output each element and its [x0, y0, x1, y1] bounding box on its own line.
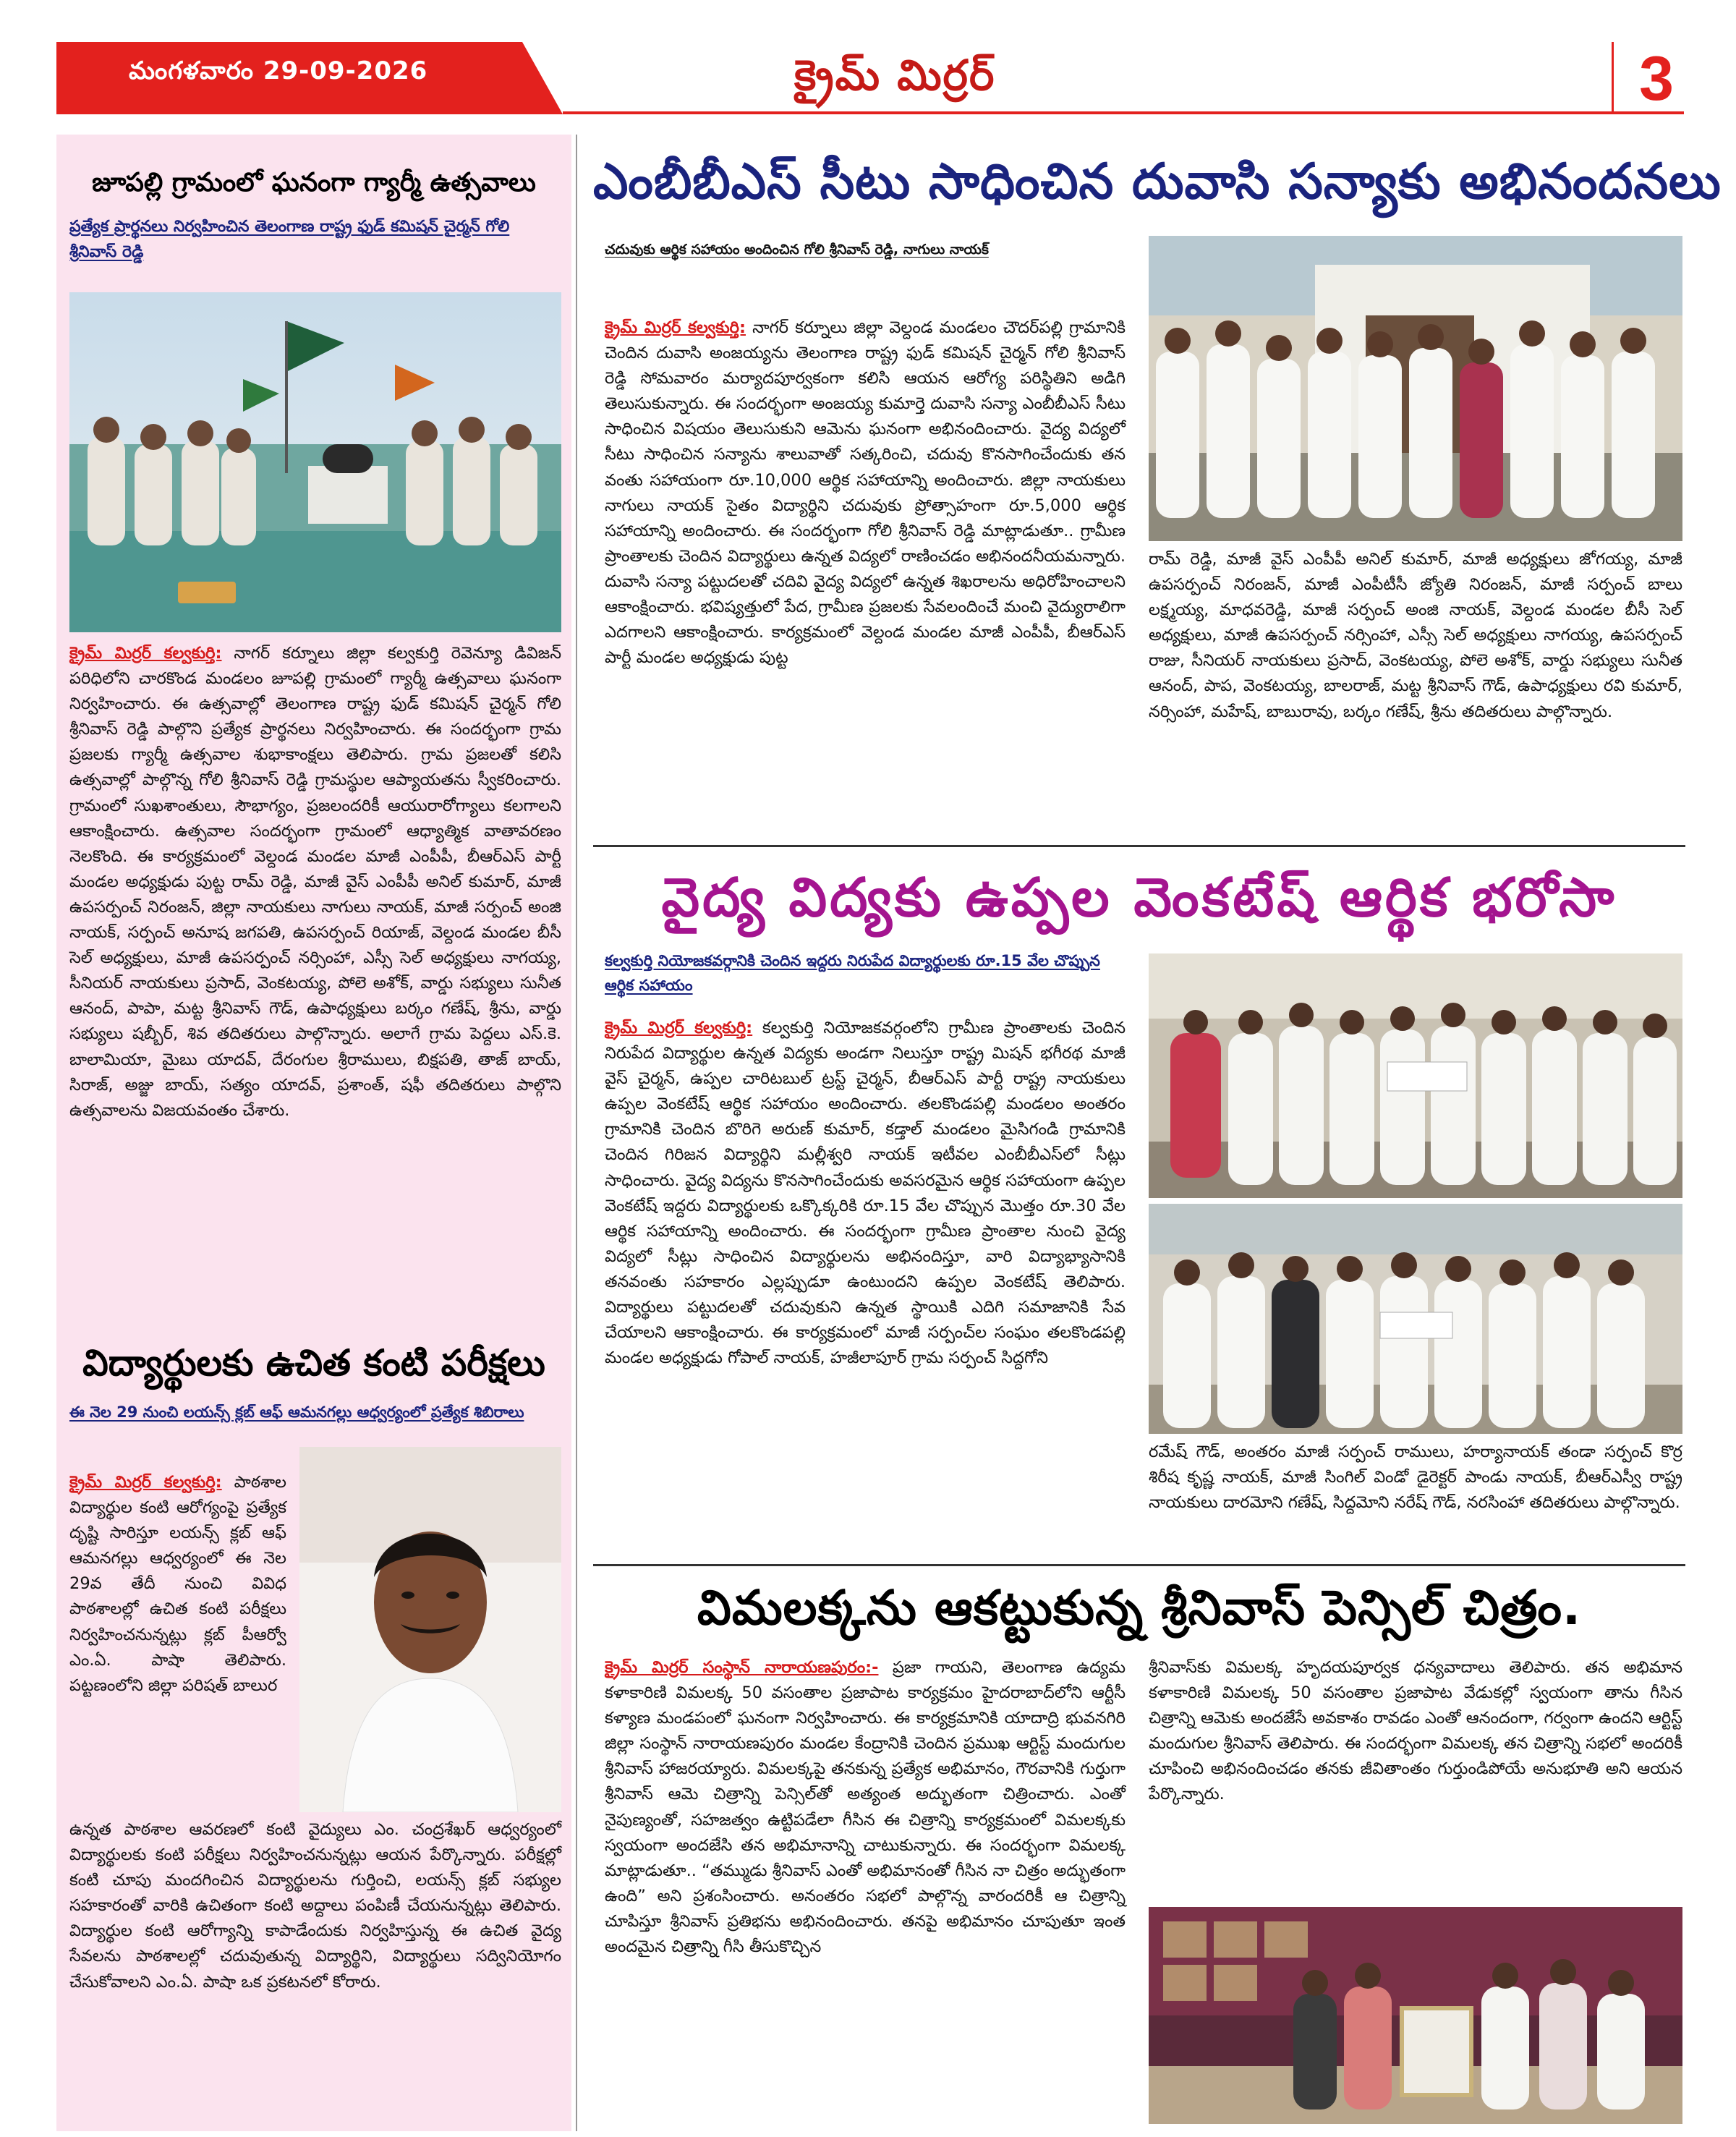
issue-date: మంగళవారం 29-09-2026 [129, 56, 428, 85]
divider-2 [593, 1564, 1685, 1566]
page-number-box [1612, 42, 1684, 114]
festival-photo-illustration [69, 292, 561, 632]
story-vimalakka-headline: విమలక్కను ఆకట్టుకున్న శ్రీనివాస్ పెన్సిల్ చిత్రం. [697, 1580, 1582, 1636]
story-mbbs-body-cont: రామ్ రెడ్డి, మాజీ వైస్ ఎంపీపీ అనిల్ కుమార్, మాజీ అధ్యక్షులు జోగయ్య, మాజీ ఉపసర్పంచ్ నిరంజన్, మాజీ ఎంపీటీసీ జ్యోతి నిరంజన్, మాజీ సర్పంచ్ బాలు లక్ష్మయ్య, మాధవరెడ్డి, మాజీ సర్పంచ్ అంజి నాయక్, వెల్దండ మండల బీసీ సెల్ అధ్యక్షులు, మాజీ ఉపసర్పంచ్ నర్సింహా, ఎస్సీ సెల్ అధ్యక్షులు నాగయ్య, ఉపసర్పంచ్ రాజు, సీనియర్ నాయకులు ప్రసాద్, వెంకటయ్య, పోలె అశోక్, వార్డు సభ్యులు సునీత ఆనంద్, పాప, వెంకటయ్య, బాలరాజ్, మట్ట శ్రీనివాస్ గౌడ్, ఉపాధ్యక్షులు రవి కుమార్, నర్సింహా, మహేష్, బాబురావు, బర్కం గణేష్, శ్రీను తదితరులు పాల్గొన్నారు. [1149, 550, 1682, 721]
story-eye-camp-dateline: క్రైమ్ మిర్రర్ కల్వకుర్తి: [69, 1473, 222, 1492]
divider-1 [593, 845, 1685, 847]
story-vimalakka-dateline: క్రైమ్ మిర్రర్ సంస్థాన్ నారాయణపురం:- [605, 1658, 879, 1677]
portrait-illustration [299, 1447, 561, 1812]
photo-vimalakka-portrait-presentation [1149, 1907, 1682, 2124]
story-uppala-body-cont: రమేష్ గౌడ్, అంతరం మాజీ సర్పంచ్ రాములు, హర్యానాయక్ తండా సర్పంచ్ కొర్ర శిరీష కృష్ణ నాయక్, మాజీ సింగిల్ విండో డైరెక్టర్ పాండు నాయక్, బీఆర్ఎస్వీ రాష్ట్ర నాయకులు దారమోని గణేష్, సిద్దమోని నరేష్ గౌడ్, నరసింహా తదితరులు పాల్గొన్నారు. [1149, 1443, 1682, 1513]
photo-club-pro-portrait [299, 1447, 561, 1812]
page-number: 3 [1639, 44, 1674, 114]
story-uppala-dateline: క్రైమ్ మిర్రర్ కల్వకుర్తి: [605, 1019, 753, 1037]
story-gyarmi-dateline: క్రైమ్ మిర్రర్ కల్వకుర్తి: [69, 644, 222, 663]
story-gyarmi-body [69, 641, 561, 1123]
story-eye-camp-subhead: ఈ నెల 29 నుంచి లయన్స్ క్లబ్ ఆఫ్ ఆమనగల్లు ఆధ్వర్యంలో ప్రత్యేక శిబిరాలు [69, 1403, 524, 1421]
story-eye-camp-body-narrow [69, 1470, 286, 1699]
story-eye-camp-text-narrow: పాఠశాల విద్యార్థుల కంటి ఆరోగ్యంపై ప్రత్యేక దృష్టి సారిస్తూ లయన్స్ క్లబ్ ఆఫ్ ఆమనగల్లు ఆధ్వర్యంలో ఈ నెల 29వ తేదీ నుంచి వివిధ పాఠశాలల్లో ఉచిత కంటి పరీక్షలు నిర్వహించనున్నట్లు క్లబ్ పీఆర్వో ఎం.ఏ. పాషా తెలిపారు. పట్టణంలోని జిల్లా పరిషత్ బాలుర [69, 1473, 287, 1695]
story-uppala-text: కల్వకుర్తి నియోజకవర్గంలోని గ్రామీణ ప్రాంతాలకు చెందిన నిరుపేద విద్యార్థుల ఉన్నత విద్యకు అండగా నిలుస్తూ రాష్ట్ర మిషన్ భగీరథ మాజీ వైస్ చైర్మన్, ఉప్పల చారిటబుల్ ట్రస్ట్ చైర్మన్, బీఆర్ఎస్ పార్టీ రాష్ట్ర నాయకులు ఉప్పల వెంకటేష్ ఆర్థిక సహాయం అందించారు. తలకొండపల్లి మండలం అంతరం గ్రామానికి చెందిన బొరిగె అరుణ్ కుమార్, కడ్తాల్ మండలం మైసిగండి గ్రామానికి చెందిన గిరిజన విద్యార్థిని మల్లీశ్వరి నాయక్ ఇటీవల ఎంబీబీఎస్‌లో సీట్లు సాధించారు. వైద్య విద్యను కొనసాగించేందుకు అవసరమైన ఆర్థిక సహాయంగా ఉప్పల వెంకటేష్ ఇద్దరు విద్యార్థులకు ఒక్కొక్కరికి రూ.15 వేల చొప్పున మొత్తం రూ.30 వేల ఆర్థిక సహాయాన్ని అందించారు. ఈ సందర్భంగా గ్రామీణ ప్రాంతాల నుంచి వైద్య విద్యలో సీట్లు సాధించిన విద్యార్థులను అభినందిస్తూ, వారి విద్యాభ్యాసానికి తనవంతు సహకారం ఎల్లప్పుడూ ఉంటుందని ఉప్పల వెంకటేష్ తెలిపారు. విద్యార్థులు పట్టుదలతో చదువుకుని ఉన్నత స్థాయికి ఎదిగి సమాజానికి సేవ చేయాలని ఆకాంక్షించారు. ఈ కార్యక్రమంలో మాజీ సర్పంచ్‌ల సంఘం తలకొండపల్లి మండల అధ్యక్షుడు గోపాల్ నాయక్, హజీలాపూర్ గ్రామ సర్పంచ్ సిద్దగోని [605, 1019, 1126, 1368]
story-vimalakka-body-left [605, 1655, 1126, 1960]
story-uppala-subhead: కల్వకుర్తి నియోజకవర్గానికి చెందిన ఇద్దరు నిరుపేద విద్యార్థులకు రూ.15 వేల చొప్పున ఆర్థిక సహాయం [605, 952, 1100, 994]
story-eye-camp-headline: విద్యార్థులకు ఉచిత కంటి పరీక్షలు [82, 1342, 545, 1384]
cheque-photo-2-illustration [1149, 1204, 1682, 1434]
story-eye-camp-body-full: ఉన్నత పాఠశాల ఆవరణలో కంటి వైద్యులు ఎం. చంద్రశేఖర్ ఆధ్వర్యంలో విద్యార్థులకు కంటి పరీక్షలు నిర్వహించనున్నట్లు ఆయన పేర్కొన్నారు. పరీక్షల్లో కంటి చూపు మందగించిన విద్యార్థులను గుర్తించి, లయన్స్ క్లబ్ సభ్యుల సహకారంతో వారికి ఉచితంగా కంటి అద్దాలు పంపిణీ చేయనున్నట్లు తెలిపారు. విద్యార్థుల కంటి ఆరోగ్యాన్ని కాపాడేందుకు నిర్వహిస్తున్న ఈ ఉచిత వైద్య సేవలను పాఠశాలల్లో చదువుతున్న విద్యార్థిని, విద్యార్థులు సద్వినియోగం చేసుకోవాలని ఎం.ఏ. పాషా ఒక ప్రకటనలో కోరారు. [69, 1820, 561, 1992]
story-vimalakka-text-left: ప్రజా గాయని, తెలంగాణ ఉద్యమ కళాకారిణి విమలక్క 50 వసంతాల ప్రజాపాట కార్యక్రమం హైదరాబాద్‌లోని ఆర్టీసీ కళ్యాణ మండపంలో ఘనంగా నిర్వహించారు. ఈ కార్యక్రమానికి యాదాద్రి భువనగిరి జిల్లా సంస్థాన్ నారాయణపురం మండల కేంద్రానికి చెందిన ప్రముఖ ఆర్టిస్ట్ మందుగుల శ్రీనివాస్ హాజరయ్యారు. విమలక్కపై తనకున్న ప్రత్యేక అభిమానం, గౌరవానికి గుర్తుగా శ్రీనివాస్ ఆమె చిత్రాన్ని పెన్సిల్‌తో అత్యంత అద్భుతంగా చిత్రించారు. ఎంతో నైపుణ్యంతో, సహజత్వం ఉట్టిపడేలా గీసిన ఈ చిత్రాన్ని కార్యక్రమంలో విమలక్కకు స్వయంగా అందజేసి తన అభిమానాన్ని చాటుకున్నారు. ఈ సందర్భంగా విమలక్క మాట్లాడుతూ.. “తమ్ముడు శ్రీనివాస్ ఎంతో అభిమానంతో గీసిన నా చిత్రం అద్భుతంగా ఉంది” అని ప్రశంసించారు. అనంతరం సభలో పాల్గొన్న వారందరికీ ఆ చిత్రాన్ని చూపిస్తూ శ్రీనివాస్ ప్రతిభను అభినందించారు. తనపై అభిమానం చూపుతూ ఇంత అందమైన చిత్రాన్ని గీసి తీసుకొచ్చిన [605, 1658, 1126, 1957]
column-divider [576, 135, 577, 2131]
story-mbbs-dateline: క్రైమ్ మిర్రర్ కల్వకుర్తి: [605, 318, 746, 337]
logo-text: క్రైమ్ మిర్రర్ [794, 50, 996, 100]
story-gyarmi-text: నాగర్ కర్నూలు జిల్లా కల్వకుర్తి రెవెన్యూ డివిజన్ పరిధిలోని చారకొండ మండలం జూపల్లి గ్రామంలో గ్యార్మీ ఉత్సవాలు ఘనంగా నిర్వహించారు. ఈ ఉత్సవాల్లో తెలంగాణ రాష్ట్ర ఫుడ్ కమిషన్ చైర్మన్ గోలి శ్రీనివాస్ రెడ్డి పాల్గొని ప్రత్యేక ప్రార్థనలు నిర్వహించారు. ఈ సందర్భంగా గ్రామ ప్రజలకు గ్యార్మీ ఉత్సవాల శుభాకాంక్షలు తెలిపారు. గ్రామ ప్రజలతో కలిసి ఉత్సవాల్లో పాల్గొన్న గోలి శ్రీనివాస్ రెడ్డి గ్రామస్థుల ఆప్యాయతను స్వీకరించారు. గ్రామంలో సుఖశాంతులు, సౌభాగ్యం, ప్రజలందరికీ ఆయురారోగ్యాలు కలగాలని ఆకాంక్షించారు. ఉత్సవాల సందర్భంగా గ్రామంలో ఆధ్యాత్మిక వాతావరణం నెలకొంది. ఈ కార్యక్రమంలో వెల్దండ మండల మాజీ ఎంపీపీ, బీఆర్ఎస్ పార్టీ మండల అధ్యక్షుడు పుట్ట రామ్ రెడ్డి, మాజీ వైస్ ఎంపీపీ అనిల్ కుమార్, మాజీ ఉపసర్పంచ్ నిరంజన్, జిల్లా నాయకులు నాగులు నాయక్, మాజీ సర్పంచ్ అంజి నాయక్, సర్పంచ్ అనూష జగపతి, ఉపసర్పంచ్ రియాజ్, వెల్దండ మండల బీసీ సెల్ అధ్యక్షులు, మాజీ ఉపసర్పంచ్ నర్సింహా, ఎస్సీ సెల్ అధ్యక్షులు నాగయ్య, సీనియర్ నాయకులు ప్రసాద్, వెంకటయ్య, పోలె అశోక్, వార్డు సభ్యులు సునీత ఆనంద్, పాపా, మట్ట శ్రీనివాస్ గౌడ్, ఉపాధ్యక్షులు బర్కం గణేష్, శ్రీను, వార్డు సభ్యులు షబ్బీర్, శివ తదితరులు పాల్గొన్నారు. అలాగే గ్రామ పెద్దలు ఎస్.కె. బాలామియా, మైబు యాదవ్, దేరంగుల శ్రీరాములు, బిక్షపతి, తాజ్ బాయ్, సిరాజ్, అజ్జు బాయ్, సత్యం యాదవ్, ప్రశాంత్, షఫీ తదితరులు పాల్గొని ఉత్సవాలను విజయవంతం చేశారు. [69, 644, 561, 1120]
story-mbbs-body [605, 315, 1126, 671]
newspaper-logo [794, 48, 995, 113]
cheque-photo-1-illustration [1149, 953, 1682, 1198]
photo-uppala-cheque-1 [1149, 953, 1682, 1198]
presentation-photo-illustration [1149, 1907, 1682, 2124]
photo-uppala-cheque-2 [1149, 1204, 1682, 1434]
story-mbbs-text: నాగర్ కర్నూలు జిల్లా వెల్దండ మండలం చౌదర్‌పల్లి గ్రామానికి చెందిన దువాసి అంజయ్యను తెలంగాణ రాష్ట్ర ఫుడ్ కమిషన్ చైర్మన్ గోలి శ్రీనివాస్ రెడ్డి సోమవారం మర్యాదపూర్వకంగా కలిసి ఆయన ఆరోగ్య పరిస్థితిని అడిగి తెలుసుకున్నారు. ఈ సందర్భంగా అంజయ్య కుమార్తె దువాసి సన్యా ఎంబీబీఎస్ సీటు సాధించిన విషయం తెలుసుకుని ఆమెను ఘనంగా అభినందించారు. వైద్య విద్యలో సీటు సాధించిన సన్యాను శాలువాతో సత్కరించి, చదువు కొనసాగించేందుకు తన వంతు సహాయంగా రూ.10,000 ఆర్థిక సహాయాన్ని అందించారు. జిల్లా నాయకులు నాగులు నాయక్ సైతం విద్యార్థిని చదువుకు ప్రోత్సాహంగా రూ.5,000 ఆర్థిక సహాయాన్ని అందించారు. ఈ సందర్భంగా గోలి శ్రీనివాస్ రెడ్డి మాట్లాడుతూ.. గ్రామీణ ప్రాంతాలకు చెందిన విద్యార్థులు ఉన్నత విద్యలో రాణించడం అభినందనీయమన్నారు. దువాసి సన్యా పట్టుదలతో చదివి వైద్య విద్యలో ఉన్నత శిఖరాలను అధిరోహించాలని ఆకాంక్షించారు. భవిష్యత్తులో పేద, గ్రామీణ ప్రజలకు సేవలందించే మంచి వైద్యురాలిగా ఎదగాలని ఆకాంక్షించారు. కార్యక్రమంలో వెల్దండ మండల మాజీ ఎంపీపీ, బీఆర్ఎస్ పార్టీ మండల అధ్యక్షుడు పుట్ట [605, 318, 1126, 668]
story-uppala-body [605, 1016, 1126, 1371]
header-rule [563, 111, 1684, 114]
story-mbbs-headline: ఎంబీబీఎస్ సీటు సాధించిన దువాసి సన్యాకు అభినందనలు [593, 153, 1722, 211]
story-uppala-headline: వైద్య విద్యకు ఉప్పల వెంకటేష్ ఆర్థిక భరోసా [661, 867, 1617, 929]
story-gyarmi-subhead: ప్రత్యేక ప్రార్థనలు నిర్వహించిన తెలంగాణ రాష్ట్ర ఫుడ్ కమిషన్ చైర్మన్ గోలి శ్రీనివాస్ రెడ్డి [69, 218, 510, 262]
photo-mbbs-felicitation [1149, 236, 1682, 541]
felicitation-photo-illustration [1149, 236, 1682, 541]
story-vimalakka-body-right: శ్రీనివాస్‌కు విమలక్క హృదయపూర్వక ధన్యవాదాలు తెలిపారు. తన అభిమాన కళాకారిణి విమలక్క 50 వసంతాల ప్రజాపాట వేడుకల్లో స్వయంగా తాను గీసిన చిత్రాన్ని ఆమెకు అందజేసే అవకాశం రావడం ఎంతో ఆనందంగా, గర్వంగా ఉందని ఆర్టిస్ట్ మందుగుల శ్రీనివాస్ తెలిపారు. ఈ సందర్భంగా విమలక్క తన చిత్రాన్ని సభలో అందరికీ చూపించి అభినందించడం తనకు జీవితాంతం గుర్తుండిపోయే అనుభూతి అని ఆయన పేర్కొన్నారు. [1149, 1658, 1682, 1804]
story-gyarmi-headline: జూపల్లి గ్రామంలో ఘనంగా గ్యార్మీ ఉత్సవాలు [92, 168, 536, 197]
story-mbbs-subhead: చదువుకు ఆర్థిక సహాయం అందించిన గోలి శ్రీనివాస్ రెడ్డి, నాగులు నాయక్ [605, 242, 989, 258]
masthead [56, 42, 1684, 114]
photo-gyarmi-festival [69, 292, 561, 632]
